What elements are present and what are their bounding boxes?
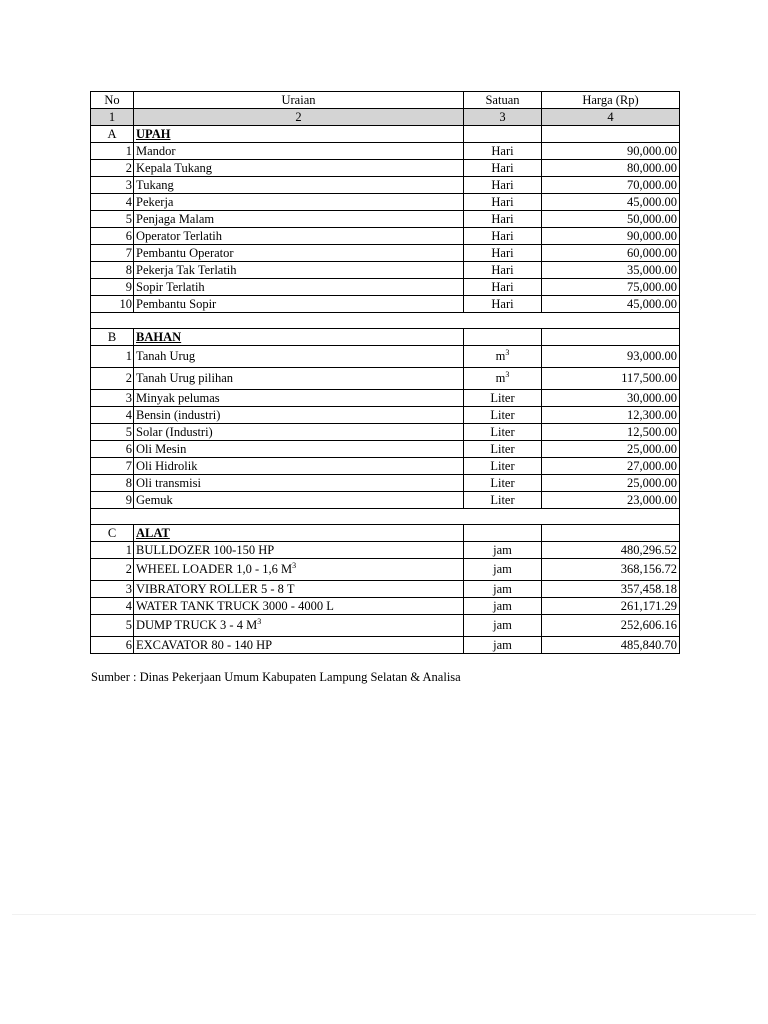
item-name-cell <box>134 160 464 177</box>
column-number: 4 <box>542 109 680 126</box>
table-row <box>91 368 680 390</box>
item-name-cell <box>134 262 464 279</box>
item-number: 2 <box>91 368 134 390</box>
item-unit-cell <box>464 296 542 313</box>
section-title: UPAH <box>136 126 171 141</box>
item-name: Solar (Industri) <box>136 424 213 439</box>
item-number: 2 <box>91 559 134 581</box>
item-name-cell <box>134 279 464 296</box>
item-unit-cell <box>464 598 542 615</box>
item-name-cell <box>134 581 464 598</box>
table-row <box>91 542 680 559</box>
item-name: Minyak pelumas <box>136 390 220 405</box>
section-code: B <box>91 329 134 346</box>
item-price: 45,000.00 <box>542 296 680 313</box>
item-price: 368,156.72 <box>542 559 680 581</box>
table-row <box>91 346 680 368</box>
spacer-cell <box>91 509 680 525</box>
item-name-cell <box>134 346 464 368</box>
item-name-cell <box>134 542 464 559</box>
item-unit: Hari <box>491 143 514 158</box>
item-number: 2 <box>91 160 134 177</box>
item-name-superscript: 3 <box>257 616 262 626</box>
column-number-row <box>91 109 680 126</box>
item-number: 8 <box>91 262 134 279</box>
table-row <box>91 262 680 279</box>
item-unit-cell <box>464 542 542 559</box>
item-name: Pembantu Operator <box>136 245 234 260</box>
item-price: 25,000.00 <box>542 441 680 458</box>
item-price: 27,000.00 <box>542 458 680 475</box>
item-unit: m <box>495 349 506 363</box>
table-row <box>91 143 680 160</box>
item-unit: jam <box>493 542 512 557</box>
item-name-cell <box>134 598 464 615</box>
item-unit: Hari <box>491 279 514 294</box>
item-name-cell <box>134 407 464 424</box>
item-unit-cell <box>464 424 542 441</box>
item-number: 7 <box>91 458 134 475</box>
item-number: 3 <box>91 390 134 407</box>
item-unit-cell <box>464 637 542 654</box>
empty-cell <box>542 126 680 143</box>
item-unit-cell <box>464 407 542 424</box>
item-name: Operator Terlatih <box>136 228 223 243</box>
table-row <box>91 177 680 194</box>
item-number: 5 <box>91 424 134 441</box>
item-price: 480,296.52 <box>542 542 680 559</box>
item-number: 6 <box>91 637 134 654</box>
header-row <box>91 92 680 109</box>
item-name-cell <box>134 296 464 313</box>
item-unit: Hari <box>491 160 514 175</box>
item-number: 5 <box>91 615 134 637</box>
item-name: Tanah Urug <box>136 349 196 363</box>
item-number: 4 <box>91 407 134 424</box>
item-name: DUMP TRUCK 3 - 4 M <box>136 618 258 632</box>
item-unit: Hari <box>491 211 514 226</box>
item-price: 25,000.00 <box>542 475 680 492</box>
item-number: 3 <box>91 177 134 194</box>
item-name-cell <box>134 211 464 228</box>
section-header-row <box>91 525 680 542</box>
table-row <box>91 637 680 654</box>
spacer-row <box>91 313 680 329</box>
item-name-cell <box>134 390 464 407</box>
column-number: 2 <box>134 109 464 126</box>
item-name: Pekerja <box>136 194 174 209</box>
item-price: 30,000.00 <box>542 390 680 407</box>
header-harga: Harga (Rp) <box>542 92 680 109</box>
item-unit: Liter <box>490 390 515 405</box>
item-price: 93,000.00 <box>542 346 680 368</box>
header-uraian: Uraian <box>134 92 464 109</box>
item-unit-cell <box>464 615 542 637</box>
empty-cell <box>464 126 542 143</box>
item-price: 70,000.00 <box>542 177 680 194</box>
source-note: Sumber : Dinas Pekerjaan Umum Kabupaten Lampung Selatan & Analisa <box>91 670 461 684</box>
item-unit-superscript: 3 <box>505 347 510 357</box>
item-name-cell <box>134 368 464 390</box>
item-price: 252,606.16 <box>542 615 680 637</box>
item-name-cell <box>134 441 464 458</box>
section-header-row <box>91 329 680 346</box>
item-number: 7 <box>91 245 134 262</box>
item-price: 60,000.00 <box>542 245 680 262</box>
item-name-cell <box>134 245 464 262</box>
item-price: 485,840.70 <box>542 637 680 654</box>
column-number: 3 <box>464 109 542 126</box>
item-unit: Hari <box>491 194 514 209</box>
item-price: 23,000.00 <box>542 492 680 509</box>
item-number: 1 <box>91 143 134 160</box>
item-name-cell <box>134 143 464 160</box>
empty-cell <box>542 525 680 542</box>
item-number: 5 <box>91 211 134 228</box>
item-unit-cell <box>464 177 542 194</box>
item-name-cell <box>134 637 464 654</box>
item-unit: Hari <box>491 228 514 243</box>
table-row <box>91 211 680 228</box>
item-unit: Liter <box>490 441 515 456</box>
item-unit-cell <box>464 160 542 177</box>
header-no: No <box>91 92 134 109</box>
item-price: 90,000.00 <box>542 228 680 245</box>
table-row <box>91 160 680 177</box>
table-row <box>91 407 680 424</box>
item-unit-cell <box>464 194 542 211</box>
item-unit: m <box>495 371 506 385</box>
item-name: Kepala Tukang <box>136 160 213 175</box>
table-row <box>91 279 680 296</box>
item-name-cell <box>134 492 464 509</box>
item-unit: Hari <box>491 245 514 260</box>
item-name: Tukang <box>136 177 174 192</box>
section-title-cell <box>134 525 464 542</box>
item-price: 117,500.00 <box>542 368 680 390</box>
item-unit-cell <box>464 441 542 458</box>
item-unit: Hari <box>491 296 514 311</box>
table-row <box>91 424 680 441</box>
item-unit-cell <box>464 346 542 368</box>
item-name-cell <box>134 559 464 581</box>
item-number: 6 <box>91 441 134 458</box>
item-name: Pembantu Sopir <box>136 296 217 311</box>
item-name: Oli Mesin <box>136 441 187 456</box>
table-row <box>91 194 680 211</box>
item-name-superscript: 3 <box>292 560 297 570</box>
table-row <box>91 296 680 313</box>
section-code: A <box>91 126 134 143</box>
item-name-cell <box>134 615 464 637</box>
table-row <box>91 475 680 492</box>
item-unit-cell <box>464 368 542 390</box>
item-number: 9 <box>91 279 134 296</box>
item-price: 261,171.29 <box>542 598 680 615</box>
item-name: Bensin (industri) <box>136 407 221 422</box>
empty-cell <box>542 329 680 346</box>
item-unit: Liter <box>490 407 515 422</box>
price-table-sheet <box>90 91 679 654</box>
item-name: Gemuk <box>136 492 173 507</box>
section-title-cell <box>134 329 464 346</box>
item-price: 357,458.18 <box>542 581 680 598</box>
item-number: 6 <box>91 228 134 245</box>
item-unit-superscript: 3 <box>505 369 510 379</box>
item-number: 4 <box>91 194 134 211</box>
item-price: 12,300.00 <box>542 407 680 424</box>
item-unit-cell <box>464 475 542 492</box>
item-unit: Liter <box>490 458 515 473</box>
section-title: ALAT <box>136 525 170 540</box>
empty-cell <box>464 329 542 346</box>
item-number: 9 <box>91 492 134 509</box>
empty-cell <box>464 525 542 542</box>
item-name: Oli transmisi <box>136 475 201 490</box>
item-unit-cell <box>464 581 542 598</box>
item-name: WATER TANK TRUCK 3000 - 4000 L <box>136 598 334 613</box>
item-name-cell <box>134 194 464 211</box>
table-row <box>91 615 680 637</box>
spacer-row <box>91 509 680 525</box>
item-unit-cell <box>464 228 542 245</box>
table-row <box>91 390 680 407</box>
item-name: VIBRATORY ROLLER 5 - 8 T <box>136 581 295 596</box>
item-price: 75,000.00 <box>542 279 680 296</box>
price-table <box>90 91 680 654</box>
table-row <box>91 458 680 475</box>
item-name-cell <box>134 228 464 245</box>
item-unit: jam <box>493 598 512 613</box>
item-price: 50,000.00 <box>542 211 680 228</box>
item-price: 90,000.00 <box>542 143 680 160</box>
item-price: 35,000.00 <box>542 262 680 279</box>
item-unit-cell <box>464 559 542 581</box>
item-unit-cell <box>464 279 542 296</box>
table-row <box>91 245 680 262</box>
item-unit-cell <box>464 458 542 475</box>
item-unit: jam <box>493 562 512 576</box>
table-row <box>91 492 680 509</box>
item-price: 80,000.00 <box>542 160 680 177</box>
item-name: Mandor <box>136 143 176 158</box>
item-unit-cell <box>464 390 542 407</box>
item-unit: jam <box>493 618 512 632</box>
price-table-body <box>91 92 680 654</box>
item-unit: Liter <box>490 424 515 439</box>
item-number: 8 <box>91 475 134 492</box>
item-number: 1 <box>91 542 134 559</box>
header-satuan: Satuan <box>464 92 542 109</box>
item-name-cell <box>134 458 464 475</box>
item-unit: Hari <box>491 262 514 277</box>
item-number: 3 <box>91 581 134 598</box>
item-unit: Liter <box>490 475 515 490</box>
item-name: Penjaga Malam <box>136 211 215 226</box>
section-title-cell <box>134 126 464 143</box>
item-unit-cell <box>464 211 542 228</box>
item-price: 12,500.00 <box>542 424 680 441</box>
item-name: BULLDOZER 100-150 HP <box>136 542 275 557</box>
item-name-cell <box>134 475 464 492</box>
table-row <box>91 228 680 245</box>
column-number: 1 <box>91 109 134 126</box>
item-name: Pekerja Tak Terlatih <box>136 262 237 277</box>
item-name: Sopir Terlatih <box>136 279 205 294</box>
item-number: 10 <box>91 296 134 313</box>
table-row <box>91 581 680 598</box>
item-unit-cell <box>464 245 542 262</box>
item-unit: Hari <box>491 177 514 192</box>
item-name: EXCAVATOR 80 - 140 HP <box>136 637 273 652</box>
table-row <box>91 441 680 458</box>
item-unit: jam <box>493 581 512 596</box>
item-name-cell <box>134 424 464 441</box>
item-price: 45,000.00 <box>542 194 680 211</box>
item-number: 1 <box>91 346 134 368</box>
item-unit-cell <box>464 492 542 509</box>
section-code: C <box>91 525 134 542</box>
item-name: Oli Hidrolik <box>136 458 198 473</box>
item-name: Tanah Urug pilihan <box>136 371 234 385</box>
item-unit: Liter <box>490 492 515 507</box>
item-unit: jam <box>493 637 512 652</box>
item-number: 4 <box>91 598 134 615</box>
table-row <box>91 598 680 615</box>
page-divider <box>12 914 756 915</box>
section-title: BAHAN <box>136 329 182 344</box>
item-name-cell <box>134 177 464 194</box>
section-header-row <box>91 126 680 143</box>
item-unit-cell <box>464 143 542 160</box>
item-unit-cell <box>464 262 542 279</box>
spacer-cell <box>91 313 680 329</box>
table-row <box>91 559 680 581</box>
item-name: WHEEL LOADER 1,0 - 1,6 M <box>136 562 293 576</box>
